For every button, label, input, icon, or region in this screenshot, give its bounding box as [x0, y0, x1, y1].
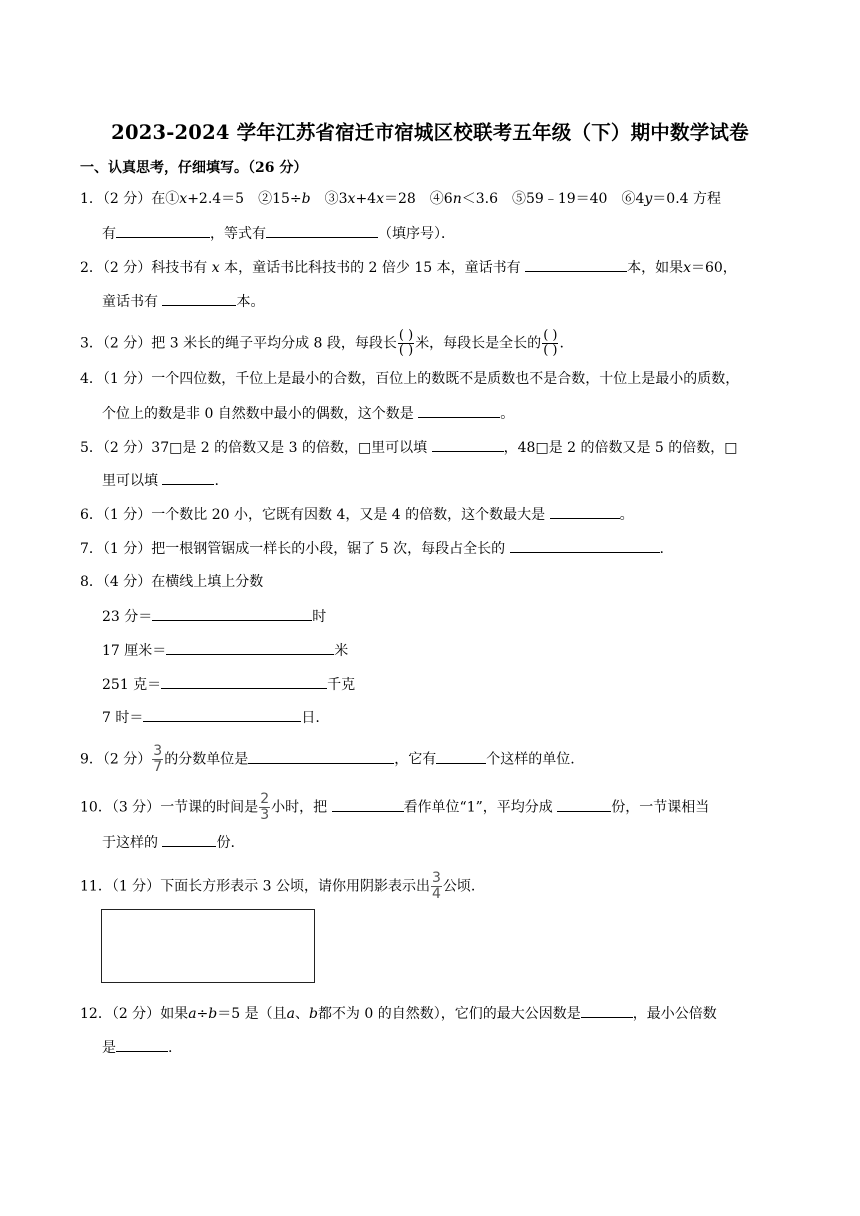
text: 在横线上填上分数	[151, 574, 264, 590]
numerator: 3	[432, 870, 441, 886]
answer-blank[interactable]	[166, 640, 334, 655]
answer-blank[interactable]	[418, 403, 500, 418]
text: 在①	[151, 191, 180, 207]
variable: x	[683, 260, 691, 276]
text: 科技书有	[151, 260, 208, 276]
variable: x	[179, 191, 188, 207]
numerator: 3	[153, 743, 163, 759]
text: ÷	[196, 1006, 209, 1022]
denominator: 4	[432, 886, 441, 902]
text: ＝0.4 方程	[652, 191, 722, 207]
question-7-line-1	[80, 538, 664, 559]
question-8-line-1	[80, 572, 263, 592]
answer-blank[interactable]	[143, 707, 301, 722]
question-points: （4 分）	[102, 574, 152, 590]
variable: y	[644, 191, 653, 207]
answer-blank[interactable]	[525, 257, 627, 272]
answer-blank[interactable]	[161, 674, 327, 689]
text: 日.	[301, 710, 320, 726]
question-number: 12．	[80, 1006, 112, 1022]
text: 如果	[160, 1006, 189, 1022]
text: 米，每段长是全长的	[415, 335, 542, 352]
text: 一个四位数，千位上是最小的合数，百位上的数既不是质数也不是合数，十位上是最小的质数，	[151, 371, 740, 387]
text: 、	[294, 1006, 309, 1022]
question-points: （2 分）	[102, 751, 152, 768]
question-4-line-1	[80, 369, 739, 389]
text: 公顷.	[442, 878, 476, 895]
text: .	[168, 1040, 173, 1056]
question-2-line-2	[102, 291, 264, 312]
answer-blank[interactable]	[116, 223, 210, 238]
question-points: （2 分）	[102, 191, 152, 207]
section-heading: 一、认真思考，仔细填写。（26 分）	[80, 160, 308, 176]
answer-blank[interactable]	[581, 1003, 633, 1018]
answer-blank[interactable]	[116, 1037, 168, 1052]
question-points: （2 分）	[102, 335, 152, 352]
question-number: 3．	[80, 335, 103, 352]
page-title: 2023-2024 学年江苏省宿迁市宿城区校联考五年级（下）期中数学试卷	[111, 121, 749, 144]
answer-blank[interactable]	[162, 832, 216, 847]
variable: a	[286, 1006, 295, 1022]
question-number: 9．	[80, 751, 103, 768]
question-10-line-2	[102, 832, 235, 853]
text: 本，如果	[627, 260, 684, 276]
text: 于这样的	[102, 835, 158, 851]
text: 的分数单位是	[164, 751, 249, 768]
question-1-line-1	[80, 189, 721, 209]
answer-blank[interactable]	[248, 749, 394, 764]
question-points: （2 分）	[111, 1006, 161, 1022]
question-number: 2．	[80, 260, 103, 276]
question-8-item	[102, 707, 320, 728]
fraction	[431, 872, 442, 901]
text: 37□是 2 的倍数又是 3 的倍数，□里可以填	[151, 440, 428, 456]
text: ＝60，	[690, 260, 737, 276]
question-points: （1 分）	[102, 541, 152, 557]
question-6-line-1	[80, 504, 634, 525]
denominator: 7	[153, 759, 163, 775]
answer-blank[interactable]	[152, 606, 312, 621]
text: ，48□是 2 的倍数又是 5 的倍数，□	[503, 440, 738, 456]
answer-blank[interactable]	[162, 470, 214, 485]
variable: x	[211, 260, 220, 276]
variable: x	[347, 191, 356, 207]
blank-fraction[interactable]	[542, 330, 558, 357]
text: 个这样的单位.	[486, 751, 575, 768]
text: .	[659, 541, 664, 557]
question-10-line-1	[80, 793, 709, 822]
text: +2.4＝5 ②15÷	[187, 191, 302, 207]
variable: b	[308, 1006, 318, 1022]
question-points: （2 分）	[102, 440, 152, 456]
text: 米	[334, 643, 349, 659]
question-1-line-2	[102, 223, 455, 244]
numerator: ( )	[398, 328, 414, 343]
text: 份.	[216, 835, 235, 851]
text: ，它有	[394, 751, 437, 768]
question-number: 11．	[80, 878, 112, 895]
answer-blank[interactable]	[266, 223, 378, 238]
text: 都不为 0 的自然数），它们的最大公因数是	[317, 1006, 581, 1022]
question-11-line-1	[80, 872, 475, 901]
text: 一节课的时间是	[160, 799, 259, 816]
text: 童话书有	[102, 294, 158, 310]
question-5-line-2	[102, 470, 219, 491]
answer-blank[interactable]	[436, 749, 486, 764]
text: ，最小公倍数	[632, 1006, 717, 1022]
text: 时	[312, 609, 327, 625]
text: 个位上的数是非 0 自然数中最小的偶数，这个数是	[102, 406, 414, 422]
text: 。	[500, 406, 515, 422]
question-8-item	[102, 640, 348, 661]
text: 小时，把	[271, 799, 328, 816]
text: .	[559, 335, 564, 352]
answer-blank[interactable]	[557, 797, 611, 812]
text: ＝5 是（且	[217, 1006, 287, 1022]
denominator: 3	[260, 807, 270, 823]
text: 份，一节课相当	[611, 799, 710, 816]
question-number: 1．	[80, 191, 103, 207]
question-points: （1 分）	[111, 878, 161, 895]
text: ＜3.6 ⑤59﹣19＝40 ⑥4	[461, 191, 645, 207]
question-number: 7．	[80, 541, 103, 557]
question-points: （3 分）	[111, 799, 161, 816]
text: 有	[102, 226, 116, 242]
fraction	[152, 745, 163, 774]
text: .	[214, 473, 219, 489]
answer-blank[interactable]	[550, 504, 620, 519]
numerator: ( )	[543, 328, 558, 343]
text: ＝28 ④6	[383, 191, 453, 207]
text: 7 时＝	[102, 710, 144, 726]
question-9-line-1	[80, 745, 575, 774]
variable: b	[301, 191, 311, 207]
answer-blank[interactable]	[432, 437, 504, 452]
text: 。	[619, 507, 634, 523]
question-12-line-2	[102, 1037, 172, 1058]
question-4-line-2	[102, 403, 514, 424]
question-number: 4．	[80, 371, 103, 387]
question-number: 6．	[80, 507, 103, 523]
question-number: 5．	[80, 440, 103, 456]
question-8-item	[102, 674, 355, 695]
text: +4	[355, 191, 377, 207]
answer-blank[interactable]	[162, 291, 236, 306]
question-2-line-1	[80, 257, 737, 278]
rectangle-shading-area[interactable]	[101, 909, 315, 983]
text: 看作单位“1”，平均分成	[403, 799, 553, 816]
text: 把 3 米长的绳子平均分成 8 段，每段长	[151, 335, 397, 352]
variable: a	[188, 1006, 197, 1022]
blank-fraction[interactable]	[398, 330, 414, 357]
question-12-line-1	[80, 1003, 717, 1024]
text: 一个数比 20 小，它既有因数 4，又是 4 的倍数，这个数最大是	[151, 507, 546, 523]
question-number: 8．	[80, 574, 103, 590]
question-number: 10．	[80, 799, 112, 816]
answer-blank[interactable]	[332, 797, 404, 812]
question-3-line-1	[80, 330, 564, 357]
text: ③3	[310, 191, 348, 207]
text: 17 厘米＝	[102, 643, 167, 659]
denominator: ( )	[398, 343, 414, 358]
variable: b	[208, 1006, 218, 1022]
text: 本。	[236, 294, 265, 310]
question-8-item	[102, 606, 326, 627]
text: 是	[102, 1040, 116, 1056]
text: 下面长方形表示 3 公顷，请你用阴影表示出	[160, 878, 430, 895]
question-5-line-1	[80, 437, 738, 458]
question-points: （2 分）	[102, 260, 152, 276]
text: 251 克＝	[102, 677, 162, 693]
variable: n	[452, 191, 462, 207]
variable: x	[376, 191, 384, 207]
text: 里可以填	[102, 473, 158, 489]
answer-blank[interactable]	[510, 538, 660, 553]
denominator: ( )	[543, 343, 558, 358]
question-points: （1 分）	[102, 371, 152, 387]
question-points: （1 分）	[102, 507, 152, 523]
text: 千克	[327, 677, 356, 693]
text: ，等式有	[210, 226, 266, 242]
text: 23 分＝	[102, 609, 153, 625]
text: 本，童话书比科技书的 2 倍少 15 本，童话书有	[224, 260, 521, 276]
numerator: 2	[260, 791, 270, 807]
text: （填序号）．	[378, 226, 455, 242]
fraction	[259, 793, 270, 822]
text: 把一根钢管锯成一样长的小段，锯了 5 次，每段占全长的	[151, 541, 506, 557]
